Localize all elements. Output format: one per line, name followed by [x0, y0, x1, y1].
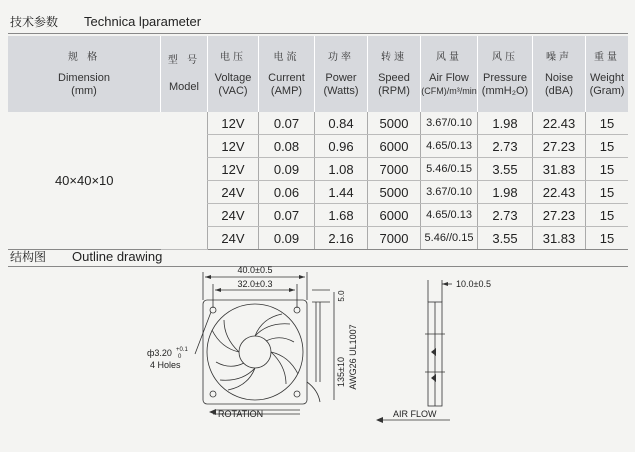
outline-drawing	[0, 262, 635, 452]
header-noise: 噪声 Noise (dBA)	[533, 36, 586, 112]
current-cell: 0.07	[259, 112, 315, 135]
header-model: 型 号 Model	[161, 36, 208, 112]
weight-cell: 15	[586, 135, 629, 158]
spec-table	[8, 36, 628, 250]
lead-end-label: 5.0	[337, 290, 346, 302]
noise-cell: 27.23	[533, 135, 586, 158]
header-current: 电流 Current (AMP)	[259, 36, 315, 112]
pressure-cell: 2.73	[478, 135, 533, 158]
airflow-cell: 4.65/0.13	[421, 135, 478, 158]
current-cell: 0.07	[259, 204, 315, 227]
pressure-cell: 3.55	[478, 158, 533, 181]
current-cell: 0.09	[259, 158, 315, 181]
airflow-cell: 3.67/0.10	[421, 112, 478, 135]
airflow-cell: 5.46//0.15	[421, 227, 478, 250]
hole-count-label: 4 Holes	[150, 360, 181, 370]
speed-cell: 7000	[368, 227, 421, 250]
table-row	[8, 112, 628, 135]
header-voltage: 电压 Voltage (VAC)	[208, 36, 259, 112]
weight-cell: 15	[586, 204, 629, 227]
spec-title-rule	[8, 33, 628, 34]
spec-header-row	[8, 36, 628, 112]
wire-length-label: 135±10	[336, 357, 346, 387]
airflow-cell: 4.65/0.13	[421, 204, 478, 227]
header-weight: 重量 Weight (Gram)	[586, 36, 629, 112]
airflow-cell: 3.67/0.10	[421, 181, 478, 204]
speed-cell: 7000	[368, 158, 421, 181]
spec-title-cn: 技术参数	[10, 15, 59, 29]
rotation-label: ROTATION	[218, 409, 264, 419]
hole-tol-lower: 0	[178, 354, 182, 360]
power-cell: 0.84	[315, 112, 368, 135]
current-cell: 0.06	[259, 181, 315, 204]
spec-section-title	[10, 13, 201, 30]
spec-title-en: Technica lparameter	[84, 14, 202, 29]
noise-cell: 31.83	[533, 227, 586, 250]
header-pressure: 风压 Pressure (mmH₂O)	[478, 36, 533, 112]
header-speed: 转速 Speed (RPM)	[368, 36, 421, 112]
voltage-cell: 24V	[208, 227, 259, 250]
mount-hole	[210, 391, 216, 397]
hole-spec-label: ф3.20	[147, 348, 172, 358]
speed-cell: 5000	[368, 181, 421, 204]
weight-cell: 15	[586, 158, 629, 181]
noise-cell: 31.83	[533, 158, 586, 181]
pressure-cell: 2.73	[478, 204, 533, 227]
fan-frame-front	[203, 300, 307, 404]
noise-cell: 22.43	[533, 181, 586, 204]
pressure-cell: 1.98	[478, 181, 533, 204]
noise-cell: 27.23	[533, 204, 586, 227]
current-cell: 0.09	[259, 227, 315, 250]
weight-cell: 15	[586, 181, 629, 204]
voltage-cell: 12V	[208, 112, 259, 135]
voltage-cell: 24V	[208, 204, 259, 227]
fan-blades	[212, 314, 298, 390]
hole-tol-upper: +0.1	[176, 347, 188, 353]
model-cell	[161, 112, 208, 250]
voltage-cell: 12V	[208, 158, 259, 181]
airflow-cell: 5.46/0.15	[421, 158, 478, 181]
power-cell: 1.68	[315, 204, 368, 227]
power-cell: 1.08	[315, 158, 368, 181]
power-cell: 1.44	[315, 181, 368, 204]
power-cell: 2.16	[315, 227, 368, 250]
dim-holes-label: 32.0±0.3	[237, 279, 273, 289]
dim-outer-label: 40.0±0.5	[237, 265, 273, 275]
current-cell: 0.08	[259, 135, 315, 158]
weight-cell: 15	[586, 112, 629, 135]
power-cell: 0.96	[315, 135, 368, 158]
weight-cell: 15	[586, 227, 629, 250]
fan-shroud	[207, 304, 303, 400]
voltage-cell: 12V	[208, 135, 259, 158]
dim-depth-label: 10.0±0.5	[456, 279, 491, 289]
pressure-cell: 3.55	[478, 227, 533, 250]
header-dimension: 规 格 Dimension (mm)	[8, 36, 161, 112]
speed-cell: 6000	[368, 135, 421, 158]
mount-hole	[294, 391, 300, 397]
voltage-cell: 24V	[208, 181, 259, 204]
header-airflow: 风量 Air Flow (CFM)/m³/min	[421, 36, 478, 112]
pressure-cell: 1.98	[478, 112, 533, 135]
wire-spec-label: AWG26 UL1007	[348, 324, 358, 390]
outline-title-en: Outline drawing	[72, 249, 163, 264]
noise-cell: 22.43	[533, 112, 586, 135]
dimension-cell: 40×40×10	[8, 112, 161, 250]
airflow-label: AIR FLOW	[393, 409, 437, 419]
speed-cell: 6000	[368, 204, 421, 227]
header-power: 功率 Power (Watts)	[315, 36, 368, 112]
speed-cell: 5000	[368, 112, 421, 135]
outline-title-cn: 结构图	[10, 250, 47, 264]
